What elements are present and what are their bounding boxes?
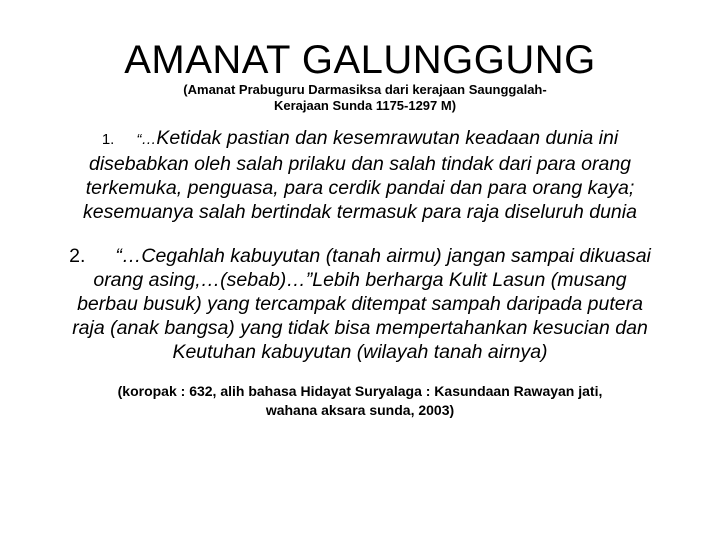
subtitle xyxy=(170,82,560,114)
quote-line: berbau busuk) yang tercampak ditempat sampah daripada putera xyxy=(77,293,643,315)
open-quote: “… xyxy=(136,131,157,148)
quote-item-1 xyxy=(30,126,690,224)
quote-line: kesemuanya salah bertindak termasuk para raja diseluruh dunia xyxy=(83,201,637,223)
subtitle-line: (Amanat Prabuguru Darmasiksa dari kerajaan Saunggalah- xyxy=(183,82,547,97)
quote-line: Keutuhan kabuyutan (wilayah tanah airnya) xyxy=(172,341,548,363)
quote-line xyxy=(30,244,690,268)
citation-line: (koropak : 632, alih bahasa Hidayat Suryalaga : Kasundaan Rawayan jati, xyxy=(117,383,603,399)
quote-line: disebabkan oleh salah prilaku dan salah tindak dari para orang xyxy=(88,153,632,175)
subtitle-line: Kerajaan Sunda 1175-1297 M) xyxy=(273,98,457,113)
quote-line xyxy=(30,126,690,152)
quote-item-2 xyxy=(30,244,690,364)
citation-line: wahana aksara sunda, 2003) xyxy=(265,402,455,418)
quote-line: terkemuka, penguasa, para cerdik pandai dan para orang kaya; xyxy=(85,177,635,199)
quote-line: raja (anak bangsa) yang tidak bisa mempertahankan kesucian dan xyxy=(72,317,648,339)
quote-text: “…Cegahlah kabuyutan (tanah airmu) jangan sampai dikuasai xyxy=(115,245,651,267)
citation xyxy=(60,382,660,420)
quote-line: orang asing,…(sebab)…”Lebih berharga Kulit Lasun (musang xyxy=(93,269,627,291)
item-number: 1. xyxy=(101,131,115,148)
page-title: AMANAT GALUNGGUNG xyxy=(124,38,596,82)
item-number: 2. xyxy=(69,245,86,267)
quote-text: Ketidak pastian dan kesemrawutan keadaan dunia ini xyxy=(156,127,619,149)
